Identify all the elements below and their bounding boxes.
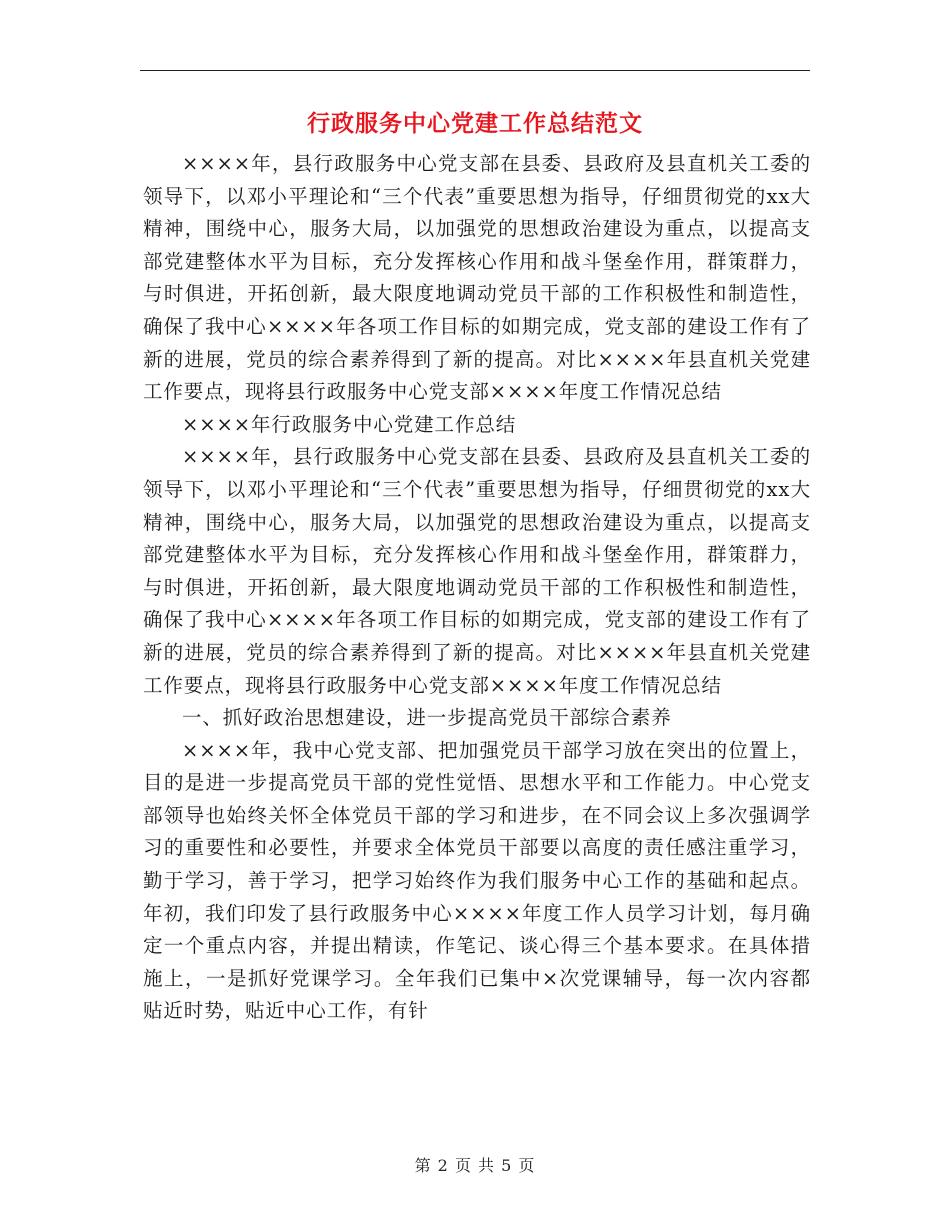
paragraph-intro: ××××年，县行政服务中心党支部在县委、县政府及县直机关工委的领导下，以邓小平理论和“三个代表”重要思想为指导，仔细贯彻党的xx大精神，围绕中心，服务大局，以加强党的思想政治建设为重点，以提高支部党建整体水平为目标，充分发挥核心作用和战斗堡垒作用，群策群力，与时俱进，开拓创新，最大限度地调动党员干部的工作积极性和制造性，确保了我中心××××年各项工作目标的如期完成，党支部的建设工作有了新的进展，党员的综合素养得到了新的提高。对比××××年县直机关党建工作要点，现将县行政服务中心党支部××××年度工作情况总结	[143, 152, 811, 404]
paragraph-section-1: ××××年，我中心党支部、把加强党员干部学习放在突出的位置上，目的是进一步提高党员干部的党性觉悟、思想水平和工作能力。中心党支部领导也始终关怀全体党员干部的学习和进步，在不同会议上多次强调学习的重要性和必要性，并要求全体党员干部要以高度的责任感注重学习，勤于学习，善于学习，把学习始终作为我们服务中心工作的基础和起点。年初，我们印发了县行政服务中心××××年度工作人员学习计划，每月确定一个重点内容，并提出精读，作笔记、谈心得三个基本要求。在具体措施上，一是抓好党课学习。全年我们已集中×次党课辅导，每一次内容都贴近时势，贴近中心工作，有针	[143, 738, 811, 1023]
section-heading-1: 一、抓好政治思想建设，进一步提高党员干部综合素养	[182, 706, 672, 730]
paragraph-subtitle: ××××年行政服务中心党建工作总结	[182, 412, 517, 436]
document-title: 行政服务中心党建工作总结范文	[307, 110, 643, 137]
paragraph-intro-repeat: ××××年，县行政服务中心党支部在县委、县政府及县直机关工委的领导下，以邓小平理论和“三个代表”重要思想为指导，仔细贯彻党的xx大精神，围绕中心，服务大局，以加强党的思想政治建设为重点，以提高支部党建整体水平为目标，充分发挥核心作用和战斗堡垒作用，群策群力，与时俱进，开拓创新，最大限度地调动党员干部的工作积极性和制造性，确保了我中心××××年各项工作目标的如期完成，党支部的建设工作有了新的进展，党员的综合素养得到了新的提高。对比××××年县直机关党建工作要点，现将县行政服务中心党支部××××年度工作情况总结	[143, 445, 811, 697]
document-body	[143, 148, 811, 1028]
header-rule	[140, 70, 810, 71]
page-footer: 第 2 页 共 5 页	[414, 1156, 536, 1175]
